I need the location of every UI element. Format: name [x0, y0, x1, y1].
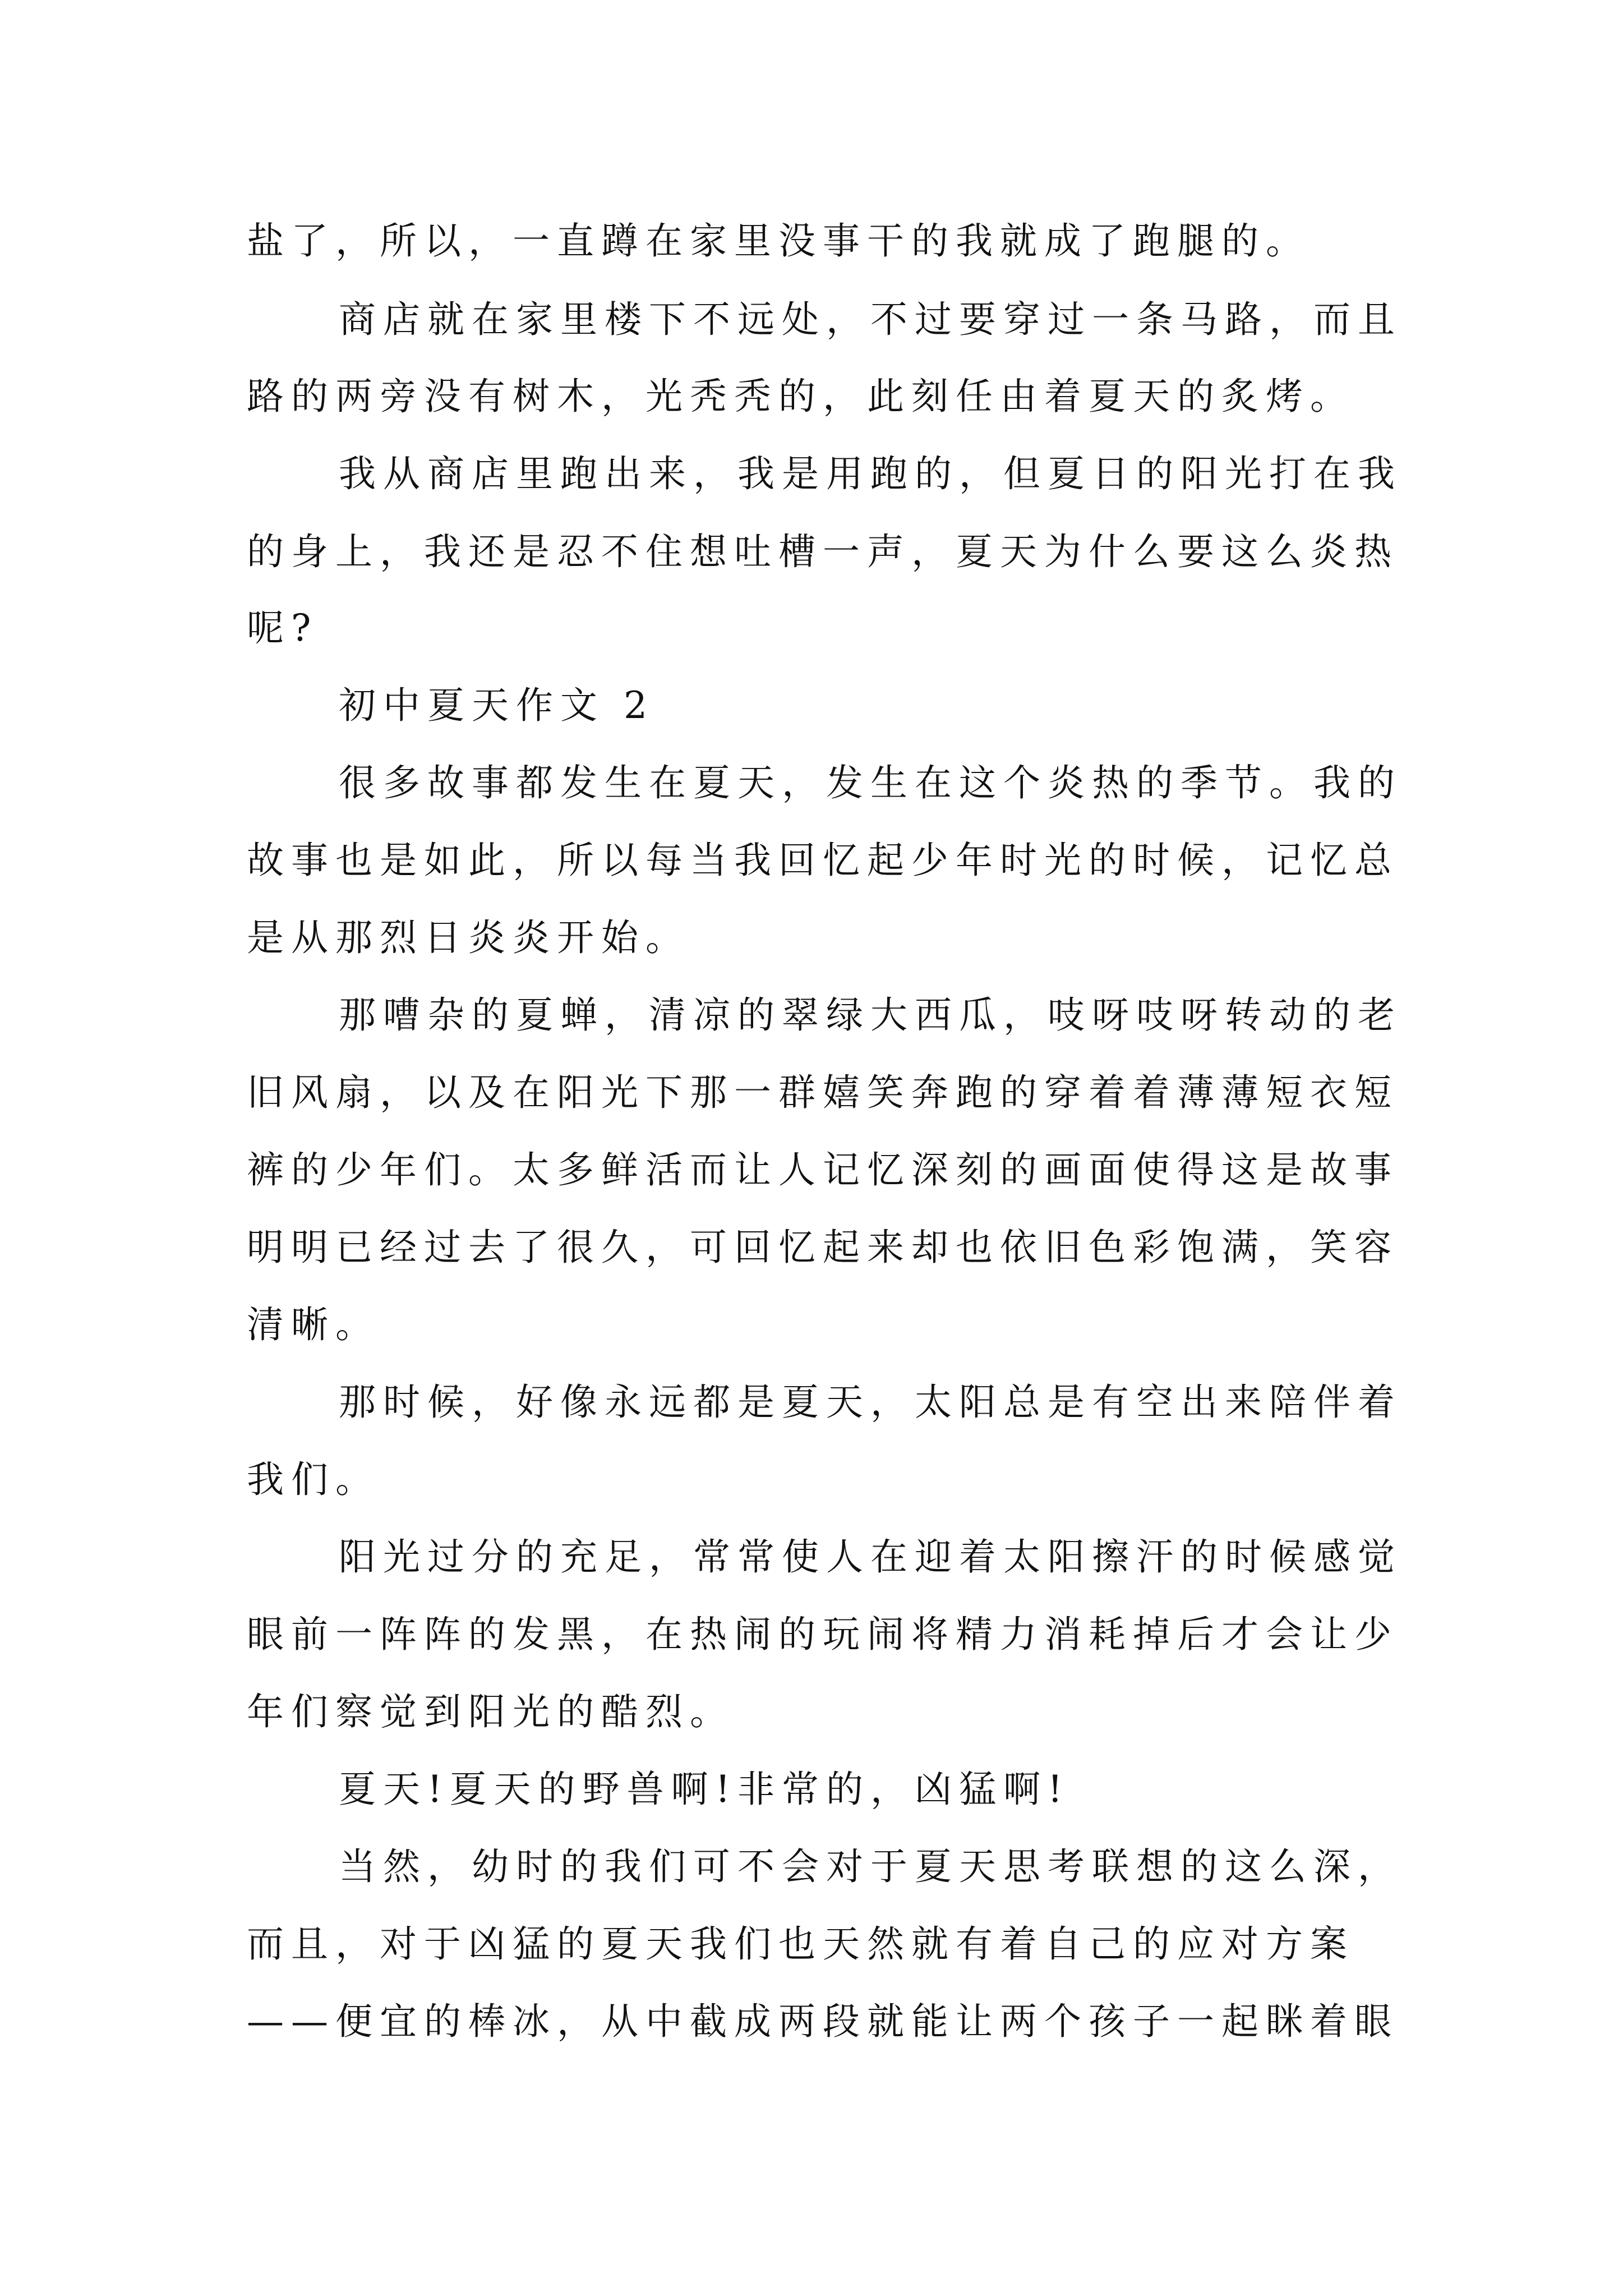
text-line: ——便宜的棒冰，从中截成两段就能让两个孩子一起眯着眼	[247, 2000, 1399, 2043]
paragraph-start: 那时候，好像永远都是夏天，太阳总是有空出来陪伴着	[339, 1381, 1402, 1424]
text-line: 旧风扇，以及在阳光下那一群嬉笑奔跑的穿着着薄薄短衣短	[247, 1071, 1399, 1114]
paragraph-start: 那嘈杂的夏蝉，清凉的翠绿大西瓜，吱呀吱呀转动的老	[339, 993, 1402, 1037]
paragraph-start: 商店就在家里楼下不远处，不过要穿过一条马路，而且	[339, 298, 1402, 341]
text-line: 是从那烈日炎炎开始。	[247, 916, 690, 959]
paragraph-start: 夏天!夏天的野兽啊!非常的，凶猛啊!	[339, 1768, 1070, 1811]
text-line: 路的两旁没有树木，光秃秃的，此刻任由着夏天的炙烤。	[247, 375, 1354, 418]
paragraph-start: 很多故事都发生在夏天，发生在这个炎热的季节。我的	[339, 761, 1402, 804]
text-line: 故事也是如此，所以每当我回忆起少年时光的时候，记忆总	[247, 839, 1399, 882]
text-line: 清晰。	[247, 1303, 380, 1346]
paragraph-start: 我从商店里跑出来，我是用跑的，但夏日的阳光打在我	[339, 452, 1402, 495]
text-line: 的身上，我还是忍不住想吐槽一声，夏天为什么要这么炎热	[247, 530, 1399, 573]
text-line: 明明已经过去了很久，可回忆起来却也依旧色彩饱满，笑容	[247, 1226, 1399, 1269]
text-line: 眼前一阵阵的发黑，在热闹的玩闹将精力消耗掉后才会让少	[247, 1613, 1399, 1656]
text-line: 而且，对于凶猛的夏天我们也天然就有着自己的应对方案	[247, 1922, 1354, 1966]
section-heading: 初中夏天作文 2	[339, 684, 654, 727]
text-line: 呢?	[247, 606, 319, 650]
paragraph-start: 阳光过分的充足，常常使人在迎着太阳擦汗的时候感觉	[339, 1535, 1402, 1579]
text-line: 我们。	[247, 1458, 380, 1501]
text-line: 裤的少年们。太多鲜活而让人记忆深刻的画面使得这是故事	[247, 1148, 1399, 1191]
paragraph-start: 当然，幼时的我们可不会对于夏天思考联想的这么深，	[339, 1845, 1402, 1888]
text-line: 年们察觉到阳光的酷烈。	[247, 1690, 734, 1733]
text-line: 盐了，所以，一直蹲在家里没事干的我就成了跑腿的。	[247, 219, 1310, 263]
